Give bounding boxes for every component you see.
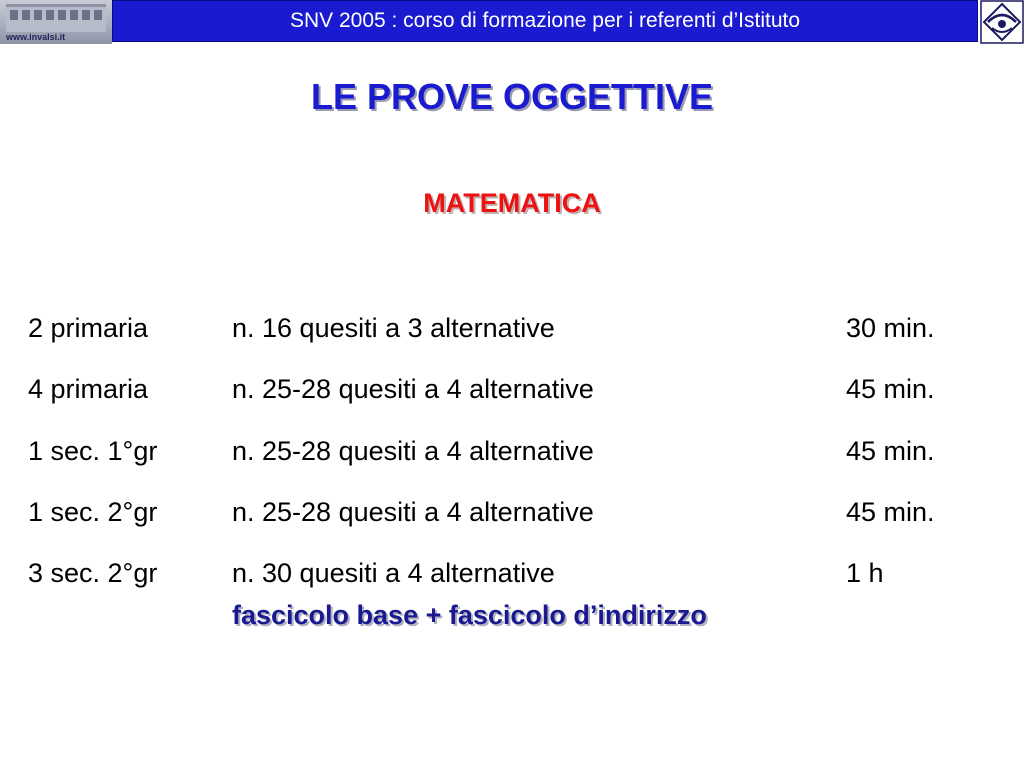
test-duration: 30 min. [846, 313, 935, 343]
grade-label: 1 sec. 2°gr [28, 497, 158, 527]
test-description: n. 25-28 quesiti a 4 alternative [232, 497, 594, 527]
test-description: n. 25-28 quesiti a 4 alternative [232, 374, 594, 404]
building-logo [0, 0, 112, 44]
logo-url-text: www.invalsi.it [6, 32, 66, 42]
grade-label: 3 sec. 2°gr [28, 558, 158, 588]
test-row [0, 558, 1024, 598]
grade-label: 4 primaria [28, 374, 149, 404]
test-row [0, 436, 1024, 476]
subject-heading: MATEMATICA [423, 188, 601, 218]
slide-title: LE PROVE OGGETTIVE [310, 76, 714, 117]
header-title: SNV 2005 : corso di formazione per i referenti d’Istituto [289, 9, 801, 32]
grade-label: 1 sec. 1°gr [28, 436, 158, 466]
test-duration: 45 min. [846, 436, 935, 466]
test-duration: 45 min. [846, 374, 935, 404]
test-row [0, 497, 1024, 537]
test-duration: 45 min. [846, 497, 935, 527]
header-title-bar [112, 0, 978, 42]
test-description: n. 16 quesiti a 3 alternative [232, 313, 555, 343]
grade-label: 2 primaria [28, 313, 149, 343]
test-description: n. 30 quesiti a 4 alternative [232, 558, 555, 588]
test-description: n. 25-28 quesiti a 4 alternative [232, 436, 594, 466]
test-duration: 1 h [846, 558, 884, 588]
invalsi-logo-icon [980, 0, 1024, 44]
invalsi-logo [980, 0, 1024, 44]
test-row [0, 313, 1024, 353]
header-bar [0, 0, 1024, 44]
test-row [0, 374, 1024, 414]
booklet-note: fascicolo base + fascicolo d’indirizzo [232, 600, 707, 630]
